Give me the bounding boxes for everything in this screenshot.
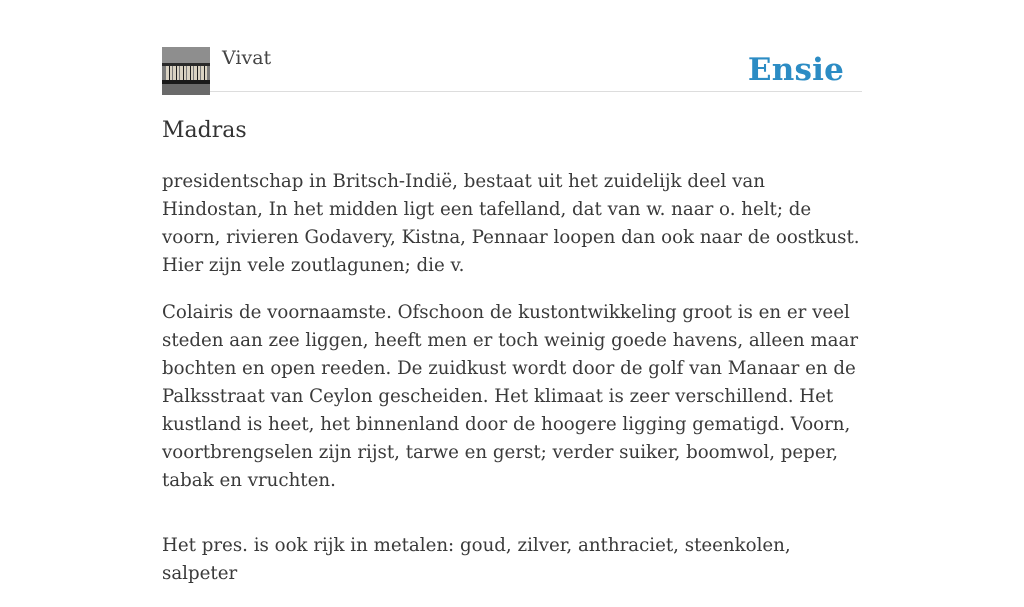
bookshelf-avatar-icon (162, 47, 210, 95)
page-header (162, 0, 862, 92)
author-avatar[interactable] (162, 47, 210, 95)
article-title: Madras (162, 118, 247, 143)
author-name[interactable]: Vivat (222, 47, 272, 69)
brand-logo[interactable]: Ensie (747, 52, 844, 88)
article-paragraph: Colairis de voornaamste. Ofschoon de kustontwikkeling groot is en er veel steden aan zee liggen, heeft men er toch weinig goede havens, alleen maar bochten en open reeden. De zuidkust wordt door de golf van Manaar en de Palksstraat van Ceylon gescheiden. Het klimaat is zeer verschillend. Het kustland is heet, het binnenland door de hoogere ligging gematigd. Voorn, voortbrengselen zijn rijst, tarwe en gerst; verder suiker, boomwol, peper, tabak en vruchten. (162, 302, 859, 491)
article-body (162, 168, 868, 607)
article-paragraph: presidentschap in Britsch-Indië, bestaat uit het zuidelijk deel van Hindostan, In het midden ligt een tafelland, dat van w. naar o. helt; de voorn, rivieren Godavery, Kistna, Pennaar loopen dan ook naar de oostkust. Hier zijn vele zoutlagunen; die v. (162, 171, 860, 276)
article-paragraph: Het pres. is ook rijk in metalen: goud, zilver, anthraciet, steenkolen, salpeter (162, 535, 791, 584)
article-container (162, 0, 862, 584)
